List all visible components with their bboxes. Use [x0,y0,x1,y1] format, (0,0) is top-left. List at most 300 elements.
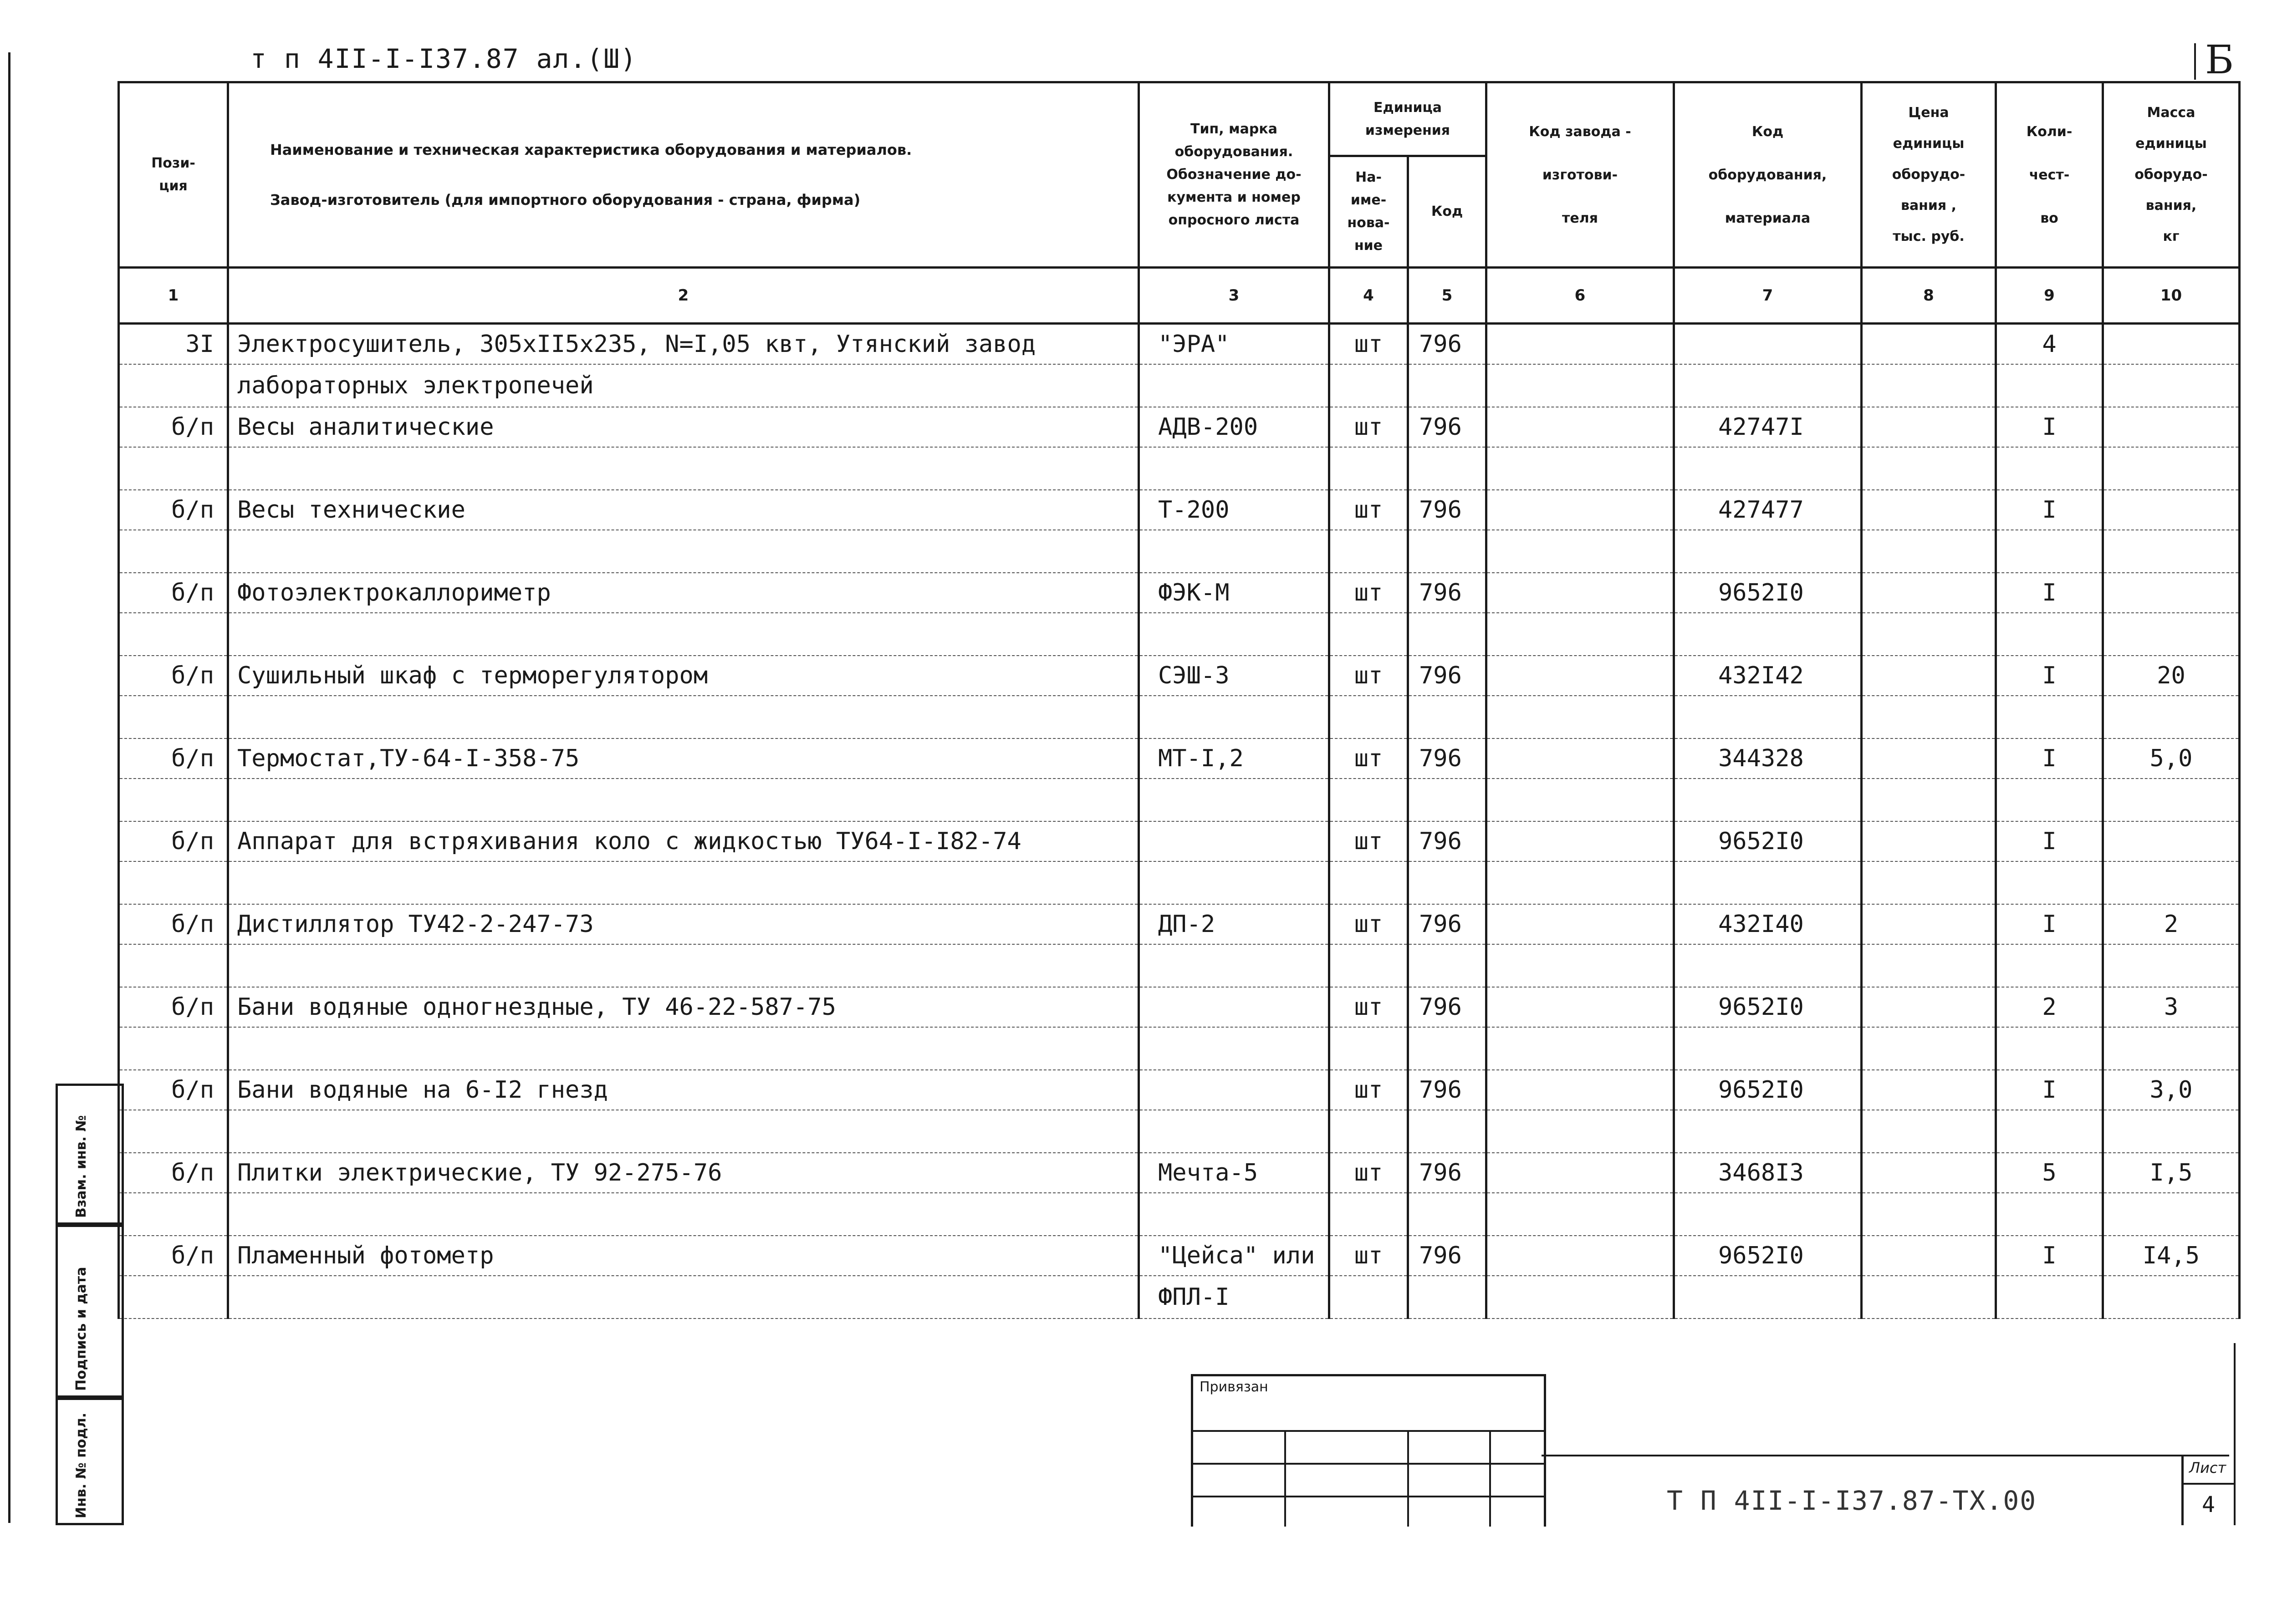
column-number: 4 [1329,268,1408,324]
column-number: 9 [1996,268,2103,324]
unit-code-cell: 796 [1408,407,1486,447]
name-cell-continuation: лабораторных электропечей [228,364,1139,407]
position-cell: б/п [119,407,228,447]
mass-cell [2103,490,2240,530]
price-cell [1862,821,1996,861]
column-number: 3 [1139,268,1329,324]
position-cell-continuation [119,447,228,490]
mass-cell [2103,324,2240,365]
unit-name-cell: шт [1329,1070,1408,1110]
plant-code-cell [1486,1236,1674,1276]
corner-letter: Б [2205,37,2234,83]
type-cell-continuation [1139,779,1329,821]
price-cell-continuation [1862,861,1996,904]
qty-cell-continuation [1996,779,2103,821]
material-code-cell: 42747I [1674,407,1862,447]
title-block-right-border [2234,1343,2236,1525]
position-cell: б/п [119,1153,228,1193]
name-cell: Электросушитель, 305хII5х235, N=I,05 квт, Утянский завод [228,324,1139,365]
mass-cell-continuation [2103,779,2240,821]
unit-code-cell-continuation [1408,779,1486,821]
plant-code-cell-continuation [1486,530,1674,573]
name-cell: Бани водяные на 6-I2 гнезд [228,1070,1139,1110]
unit-name-cell-continuation [1329,944,1408,987]
table-row [119,1236,2240,1276]
qty-cell-continuation [1996,1276,2103,1319]
position-cell: б/п [119,987,228,1027]
qty-cell-continuation [1996,944,2103,987]
material-code-cell: 9652I0 [1674,987,1862,1027]
unit-code-cell: 796 [1408,1153,1486,1193]
name-cell: Бани водяные одногнездные, ТУ 46-22-587-75 [228,987,1139,1027]
type-cell: ДП-2 [1139,904,1329,944]
unit-name-cell-continuation [1329,1110,1408,1153]
type-cell-continuation [1139,447,1329,490]
unit-name-cell-continuation [1329,1276,1408,1319]
specification-table [117,81,2241,1319]
type-cell-continuation [1139,861,1329,904]
price-cell-continuation [1862,696,1996,738]
unit-name-cell: шт [1329,1236,1408,1276]
price-cell [1862,1236,1996,1276]
qty-cell-continuation [1996,696,2103,738]
qty-cell-continuation [1996,364,2103,407]
position-cell-continuation [119,696,228,738]
qty-cell: I [1996,656,2103,696]
unit-code-cell-continuation [1408,530,1486,573]
price-cell [1862,904,1996,944]
material-code-cell: 427477 [1674,490,1862,530]
position-cell-continuation [119,1110,228,1153]
plant-code-cell-continuation [1486,1276,1674,1319]
plant-code-cell [1486,821,1674,861]
mass-cell-continuation [2103,1276,2240,1319]
table-row-continuation [119,613,2240,656]
side-stamp-replace-cell [56,1084,124,1225]
position-cell-continuation [119,364,228,407]
unit-name-cell-continuation [1329,447,1408,490]
name-cell-continuation [228,696,1139,738]
material-code-cell: 344328 [1674,738,1862,779]
header-material-code: Код оборудования, материала [1674,82,1862,268]
side-stamp-inv-cell [56,1398,124,1525]
unit-name-cell-continuation [1329,779,1408,821]
material-code-cell [1674,324,1862,365]
name-cell-continuation [228,613,1139,656]
unit-name-cell-continuation [1329,364,1408,407]
header-type: Тип, марка оборудования. Обозначение до- кумента и номер опросного листа [1139,82,1329,268]
binding-stamp [1191,1374,1546,1527]
qty-cell: I [1996,904,2103,944]
type-cell: МТ-I,2 [1139,738,1329,779]
table-row [119,324,2240,365]
unit-name-cell-continuation [1329,1193,1408,1236]
type-cell-continuation [1139,1027,1329,1070]
column-number: 10 [2103,268,2240,324]
table-row [119,656,2240,696]
price-cell-continuation [1862,779,1996,821]
unit-code-cell: 796 [1408,573,1486,613]
mass-cell: 3 [2103,987,2240,1027]
mass-cell: 3,0 [2103,1070,2240,1110]
name-cell: Дистиллятор ТУ42-2-247-73 [228,904,1139,944]
unit-code-cell-continuation [1408,1193,1486,1236]
table-row [119,1070,2240,1110]
table-row [119,1153,2240,1193]
unit-name-cell: шт [1329,656,1408,696]
plant-code-cell-continuation [1486,1110,1674,1153]
unit-name-cell-continuation [1329,1027,1408,1070]
qty-cell-continuation [1996,613,2103,656]
table-row-continuation [119,1110,2240,1153]
unit-code-cell-continuation [1408,447,1486,490]
price-cell-continuation [1862,944,1996,987]
left-edge-line [8,52,10,1523]
qty-cell: 4 [1996,324,2103,365]
top-document-code: т п 4II-I-I37.87 ал.(Ш) [250,43,638,74]
price-cell [1862,573,1996,613]
table-row [119,987,2240,1027]
plant-code-cell [1486,324,1674,365]
position-cell-continuation [119,1276,228,1319]
type-cell: Мечта-5 [1139,1153,1329,1193]
price-cell [1862,324,1996,365]
type-cell-continuation [1139,1110,1329,1153]
mass-cell-continuation [2103,944,2240,987]
unit-name-cell: шт [1329,324,1408,365]
type-cell [1139,987,1329,1027]
unit-code-cell-continuation [1408,861,1486,904]
table-row-continuation [119,447,2240,490]
unit-name-cell: шт [1329,987,1408,1027]
side-stamp [56,1084,124,1525]
position-cell: б/п [119,573,228,613]
column-number: 6 [1486,268,1674,324]
position-cell-continuation [119,1193,228,1236]
position-cell: б/п [119,1236,228,1276]
material-code-cell-continuation [1674,861,1862,904]
mass-cell [2103,407,2240,447]
header-price: Цена единицы оборудо- вания , тыс. руб. [1862,82,1996,268]
name-cell-continuation [228,447,1139,490]
plant-code-cell [1486,987,1674,1027]
header-unit-name: На- име- нова- ние [1329,156,1408,268]
unit-code-cell-continuation [1408,1110,1486,1153]
material-code-cell-continuation [1674,779,1862,821]
material-code-cell: 432I40 [1674,904,1862,944]
price-cell [1862,1153,1996,1193]
sheet-box [2181,1455,2234,1525]
position-cell: б/п [119,821,228,861]
material-code-cell: 432I42 [1674,656,1862,696]
qty-cell: I [1996,1070,2103,1110]
qty-cell-continuation [1996,861,2103,904]
name-cell: Весы технические [228,490,1139,530]
type-cell: СЭШ-3 [1139,656,1329,696]
qty-cell: I [1996,407,2103,447]
material-code-cell-continuation [1674,1276,1862,1319]
position-cell-continuation [119,861,228,904]
unit-name-cell: шт [1329,407,1408,447]
unit-code-cell-continuation [1408,1027,1486,1070]
stamp-line [1284,1430,1286,1527]
position-cell: б/п [119,738,228,779]
type-cell-continuation [1139,1193,1329,1236]
side-stamp-sign-label: Подпись и дата [73,1267,89,1391]
unit-code-cell: 796 [1408,490,1486,530]
unit-name-cell-continuation [1329,530,1408,573]
type-cell-continuation [1139,364,1329,407]
name-cell-continuation [228,944,1139,987]
type-cell-continuation [1139,696,1329,738]
mass-cell-continuation [2103,1193,2240,1236]
position-cell-continuation [119,613,228,656]
price-cell [1862,987,1996,1027]
material-code-cell: 9652I0 [1674,1070,1862,1110]
mass-cell [2103,821,2240,861]
material-code-cell: 3468I3 [1674,1153,1862,1193]
column-number: 8 [1862,268,1996,324]
header-mass: Масса единицы оборудо- вания, кг [2103,82,2240,268]
price-cell-continuation [1862,447,1996,490]
stamp-line [1193,1430,1544,1432]
table-row-continuation [119,944,2240,987]
plant-code-cell [1486,738,1674,779]
name-cell: Аппарат для встряхивания коло с жидкостью ТУ64-I-I82-74 [228,821,1139,861]
side-stamp-inv-label: Инв. № подл. [73,1412,89,1518]
table-row-continuation [119,696,2240,738]
mass-cell-continuation [2103,364,2240,407]
plant-code-cell-continuation [1486,364,1674,407]
side-stamp-sign-cell [56,1225,124,1398]
material-code-cell-continuation [1674,613,1862,656]
header-unit-code: Код [1408,156,1486,268]
table-row [119,407,2240,447]
corner-bar [2194,43,2196,80]
unit-name-cell: шт [1329,738,1408,779]
unit-code-cell: 796 [1408,738,1486,779]
unit-code-cell: 796 [1408,987,1486,1027]
qty-cell-continuation [1996,530,2103,573]
mass-cell: 2 [2103,904,2240,944]
column-number: 1 [119,268,228,324]
name-cell-continuation [228,530,1139,573]
sheet-divider [2184,1483,2234,1485]
qty-cell: I [1996,490,2103,530]
price-cell-continuation [1862,1027,1996,1070]
price-cell [1862,490,1996,530]
material-code-cell: 9652I0 [1674,1236,1862,1276]
unit-code-cell-continuation [1408,364,1486,407]
price-cell [1862,407,1996,447]
mass-cell-continuation [2103,613,2240,656]
name-cell-continuation [228,779,1139,821]
sheet-number: 4 [2202,1492,2215,1517]
table-row-continuation [119,1276,2240,1319]
name-cell: Весы аналитические [228,407,1139,447]
unit-name-cell-continuation [1329,613,1408,656]
price-cell-continuation [1862,530,1996,573]
unit-code-cell: 796 [1408,1070,1486,1110]
name-cell: Сушильный шкаф с терморегулятором [228,656,1139,696]
unit-name-cell: шт [1329,490,1408,530]
type-cell: АДВ-200 [1139,407,1329,447]
title-block-border [1542,1455,2229,1456]
material-code-cell: 9652I0 [1674,573,1862,613]
material-code-cell-continuation [1674,530,1862,573]
name-cell: Плитки электрические, ТУ 92-275-76 [228,1153,1139,1193]
header-unit-group: Единица измерения [1329,82,1486,156]
material-code-cell-continuation [1674,447,1862,490]
plant-code-cell-continuation [1486,861,1674,904]
name-cell: Пламенный фотометр [228,1236,1139,1276]
stamp-line [1193,1463,1544,1465]
header-plant-code: Код завода - изготови- теля [1486,82,1674,268]
table-row [119,821,2240,861]
position-cell: б/п [119,490,228,530]
material-code-cell-continuation [1674,944,1862,987]
plant-code-cell [1486,407,1674,447]
type-cell: ФЭК-М [1139,573,1329,613]
title-block-document-code: Т П 4II-I-I37.87-ТХ.00 [1667,1485,2037,1516]
position-cell: 3I [119,324,228,365]
unit-code-cell: 796 [1408,904,1486,944]
stamp-line [1193,1496,1544,1497]
unit-code-cell: 796 [1408,1236,1486,1276]
plant-code-cell [1486,1070,1674,1110]
material-code-cell-continuation [1674,1193,1862,1236]
header-name: Наименование и техническая характеристика оборудования и материалов. Завод-изготовитель (для импортного оборудования - страна, фирма) [228,82,1139,268]
name-cell-continuation [228,1027,1139,1070]
table-row-continuation [119,1027,2240,1070]
column-number-row [119,268,2240,324]
unit-name-cell: шт [1329,1153,1408,1193]
header-qty: Коли- чест- во [1996,82,2103,268]
unit-code-cell: 796 [1408,821,1486,861]
mass-cell-continuation [2103,1110,2240,1153]
qty-cell: 2 [1996,987,2103,1027]
unit-code-cell: 796 [1408,656,1486,696]
plant-code-cell [1486,656,1674,696]
position-cell-continuation [119,530,228,573]
qty-cell-continuation [1996,1110,2103,1153]
name-cell: Термостат,ТУ-64-I-358-75 [228,738,1139,779]
table-row [119,490,2240,530]
plant-code-cell-continuation [1486,1027,1674,1070]
unit-code-cell-continuation [1408,944,1486,987]
mass-cell: I4,5 [2103,1236,2240,1276]
type-cell: "Цейса" или [1139,1236,1329,1276]
table-row-continuation [119,779,2240,821]
table-row-continuation [119,530,2240,573]
price-cell [1862,656,1996,696]
binding-stamp-label: Привязан [1200,1379,1268,1395]
specification-body [119,324,2240,1319]
qty-cell-continuation [1996,1193,2103,1236]
position-cell: б/п [119,656,228,696]
table-row [119,904,2240,944]
material-code-cell: 9652I0 [1674,821,1862,861]
price-cell-continuation [1862,1193,1996,1236]
column-number: 5 [1408,268,1486,324]
plant-code-cell-continuation [1486,1193,1674,1236]
mass-cell: I,5 [2103,1153,2240,1193]
price-cell [1862,738,1996,779]
mass-cell-continuation [2103,696,2240,738]
plant-code-cell-continuation [1486,613,1674,656]
price-cell [1862,1070,1996,1110]
position-cell: б/п [119,1070,228,1110]
qty-cell-continuation [1996,447,2103,490]
type-cell-continuation [1139,613,1329,656]
price-cell-continuation [1862,613,1996,656]
mass-cell-continuation [2103,1027,2240,1070]
type-cell [1139,821,1329,861]
plant-code-cell [1486,573,1674,613]
plant-code-cell-continuation [1486,447,1674,490]
column-number: 2 [228,268,1139,324]
mass-cell [2103,573,2240,613]
sheet-label: Лист [2189,1459,2226,1476]
qty-cell: I [1996,573,2103,613]
table-row-continuation [119,364,2240,407]
type-cell-continuation: ФПЛ-I [1139,1276,1329,1319]
stamp-line [1407,1430,1409,1527]
position-cell-continuation [119,1027,228,1070]
name-cell-continuation [228,1193,1139,1236]
name-cell-continuation [228,1110,1139,1153]
type-cell [1139,1070,1329,1110]
material-code-cell-continuation [1674,696,1862,738]
plant-code-cell-continuation [1486,696,1674,738]
price-cell-continuation [1862,1276,1996,1319]
column-number: 7 [1674,268,1862,324]
type-cell-continuation [1139,530,1329,573]
position-cell-continuation [119,944,228,987]
plant-code-cell-continuation [1486,779,1674,821]
unit-code-cell: 796 [1408,324,1486,365]
position-cell: б/п [119,904,228,944]
mass-cell-continuation [2103,447,2240,490]
type-cell: Т-200 [1139,490,1329,530]
unit-name-cell: шт [1329,573,1408,613]
qty-cell-continuation [1996,1027,2103,1070]
mass-cell-continuation [2103,861,2240,904]
qty-cell: 5 [1996,1153,2103,1193]
mass-cell: 20 [2103,656,2240,696]
qty-cell: I [1996,1236,2103,1276]
price-cell-continuation [1862,364,1996,407]
side-stamp-replace-label: Взам. инв. № [73,1115,89,1218]
header-position: Пози- ция [119,82,228,268]
unit-name-cell: шт [1329,821,1408,861]
plant-code-cell-continuation [1486,944,1674,987]
unit-code-cell-continuation [1408,613,1486,656]
name-cell-continuation [228,1276,1139,1319]
table-row-continuation [119,861,2240,904]
name-cell: Фотоэлектрокаллориметр [228,573,1139,613]
material-code-cell-continuation [1674,364,1862,407]
plant-code-cell [1486,904,1674,944]
type-cell: "ЭРА" [1139,324,1329,365]
mass-cell: 5,0 [2103,738,2240,779]
name-cell-continuation [228,861,1139,904]
material-code-cell-continuation [1674,1027,1862,1070]
plant-code-cell [1486,490,1674,530]
plant-code-cell [1486,1153,1674,1193]
price-cell-continuation [1862,1110,1996,1153]
table-row [119,738,2240,779]
